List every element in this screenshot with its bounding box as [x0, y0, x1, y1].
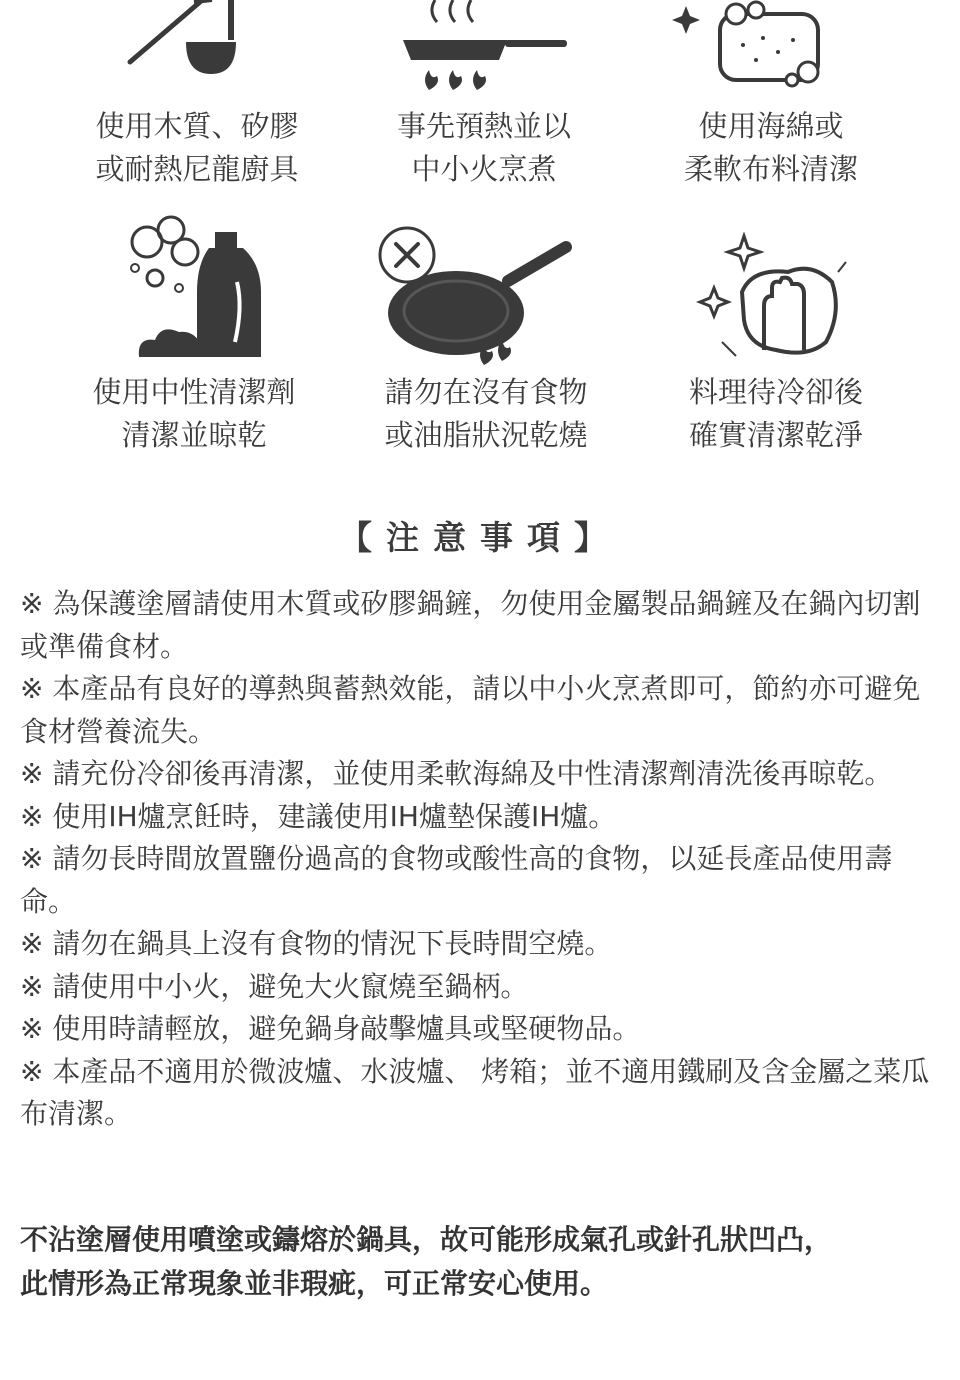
note-item: ※ 為保護塗層請使用木質或矽膠鍋鏟，勿使用金屬製品鍋鏟及在鍋內切割或準備食材。 — [20, 587, 921, 663]
sponge-icon — [668, 0, 838, 90]
care-caption-4: 使用中性清潔劑 清潔並晾乾 — [92, 375, 296, 452]
coating-disclaimer — [20, 1218, 940, 1306]
disclaimer-line: 此情形為正常現象並非瑕疵，可正常安心使用。 — [20, 1267, 609, 1300]
spatula-ladle-icon — [120, 0, 250, 80]
notes-list — [20, 583, 930, 1136]
note-item: ※ 請勿長時間放置鹽份過高的食物或酸性高的食物，以延長產品使用壽命。 — [20, 842, 893, 918]
note-item: ※ 使用IH爐烹飪時，建議使用IH爐墊保護IH爐。 — [20, 799, 617, 833]
care-caption-1: 使用木質、矽膠 或耐熱尼龍廚具 — [95, 109, 299, 186]
wiping-hand-icon — [692, 232, 852, 367]
note-item: ※ 請充份冷卻後再清潔，並使用柔軟海綿及中性清潔劑清洗後再晾乾。 — [20, 757, 893, 790]
care-caption-3: 使用海綿或 柔軟布料清潔 — [683, 109, 858, 186]
note-item: ※ 使用時請輕放，避免鍋身敲擊爐具或堅硬物品。 — [20, 1012, 641, 1045]
no-empty-pan-icon — [378, 225, 578, 370]
note-item: ※ 本產品有良好的導熱與蓄熱效能，請以中小火烹煮即可，節約亦可避免食材營養流失。 — [20, 672, 921, 748]
note-item: ※ 本產品不適用於微波爐、水波爐、 烤箱；並不適用鐵刷及含金屬之菜瓜布清潔。 — [20, 1054, 930, 1130]
detergent-bottle-icon — [125, 212, 270, 362]
note-item: ※ 請使用中小火，避免大火竄燒至鍋柄。 — [20, 969, 529, 1003]
notes-heading: 【注意事項】 — [339, 518, 621, 557]
care-caption-6: 料理待冷卻後 確實清潔乾淨 — [688, 375, 863, 452]
care-caption-5: 請勿在沒有食物 或油脂狀況乾燒 — [384, 375, 588, 452]
pan-flame-icon — [395, 0, 575, 95]
care-caption-2: 事先預熱並以 中小火烹煮 — [396, 109, 571, 186]
note-item: ※ 請勿在鍋具上沒有食物的情況下長時間空燒。 — [20, 927, 613, 960]
disclaimer-line: 不沾塗層使用噴塗或鑄熔於鍋具，故可能形成氣孔或針孔狀凹凸， — [20, 1223, 833, 1256]
